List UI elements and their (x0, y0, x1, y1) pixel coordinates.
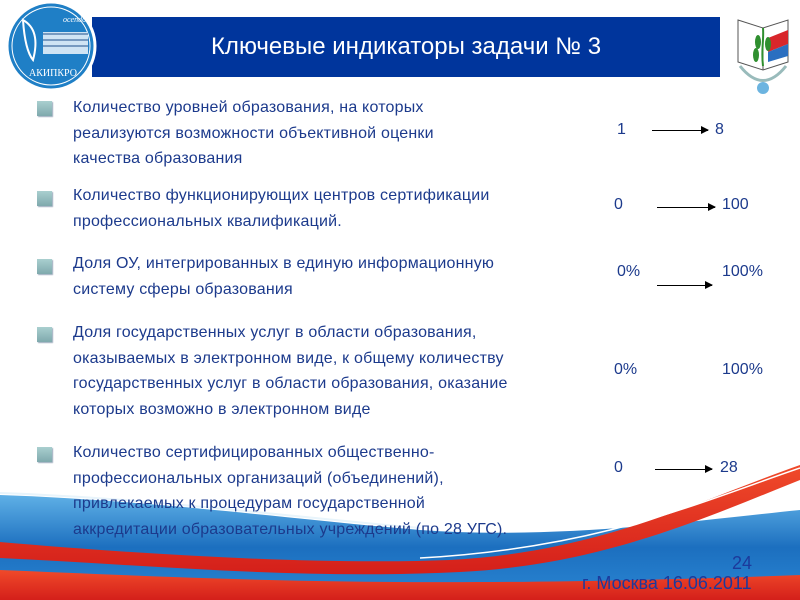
text-line: реализуются возможности объективной оценки (73, 124, 434, 142)
slide-title: Ключевые индикаторы задачи № 3 (210, 33, 602, 60)
text-line: качества образования (73, 150, 243, 167)
text-line: Доля ОУ, интегрированных в единую информационную (73, 255, 495, 272)
indicator-text (73, 95, 434, 172)
arrow-icon (652, 130, 708, 131)
page-number: 24 (732, 553, 753, 573)
bullet-icon (37, 101, 52, 116)
text-line: аккредитации образовательных учреждений (по 28 УГС). (73, 520, 508, 538)
indicator-to: 28 (720, 459, 738, 476)
indicator-from: 0 (614, 196, 623, 213)
indicator-text (73, 440, 507, 542)
text-line: государственных услуг в области образования, оказание (73, 375, 508, 392)
indicator-from: 0% (614, 361, 638, 378)
text-line: Количество уровней образования, на которых (73, 99, 424, 116)
indicator-to: 100% (722, 361, 763, 378)
indicator-from: 1 (617, 121, 626, 138)
indicator-from: 0 (614, 459, 623, 476)
text-line: оказываемых в электронном виде, к общему количеству (73, 349, 504, 367)
indicator-from: 0% (617, 263, 641, 280)
text-line: систему сферы образования (73, 280, 293, 298)
arrow-icon (657, 285, 712, 286)
indicator-to: 8 (715, 121, 724, 138)
indicator-text (73, 251, 494, 302)
arrow-icon (655, 469, 712, 470)
indicator-text (73, 183, 490, 234)
indicator-to: 100 (722, 196, 749, 213)
svg-text:АКИПКРО: АКИПКРО (29, 68, 77, 79)
text-line: профессиональных организаций (объединений), (73, 469, 444, 487)
indicator-text (73, 320, 508, 422)
arrow-icon (657, 207, 715, 208)
text-line: Доля государственных услуг в области образования, (73, 324, 477, 341)
text-line: которых возможно в электронном виде (73, 400, 371, 418)
text-line: Количество функционирующих центров сертификации (73, 187, 490, 204)
text-line: Количество сертифицированных общественно- (73, 444, 435, 461)
svg-text:ocendo: ocendo (63, 15, 87, 24)
text-line: профессиональных квалификаций. (73, 212, 342, 230)
education-emblem-icon (728, 0, 798, 100)
bullet-icon (37, 327, 52, 342)
bullet-icon (37, 259, 52, 274)
place-date: г. Москва 16.06.2011 (582, 573, 752, 593)
akipkro-logo (3, 0, 101, 92)
text-line: привлекаемых к процедурам государственной (73, 495, 426, 512)
bullet-icon (37, 447, 52, 462)
indicator-to: 100% (722, 263, 763, 280)
bullet-icon (37, 191, 52, 206)
